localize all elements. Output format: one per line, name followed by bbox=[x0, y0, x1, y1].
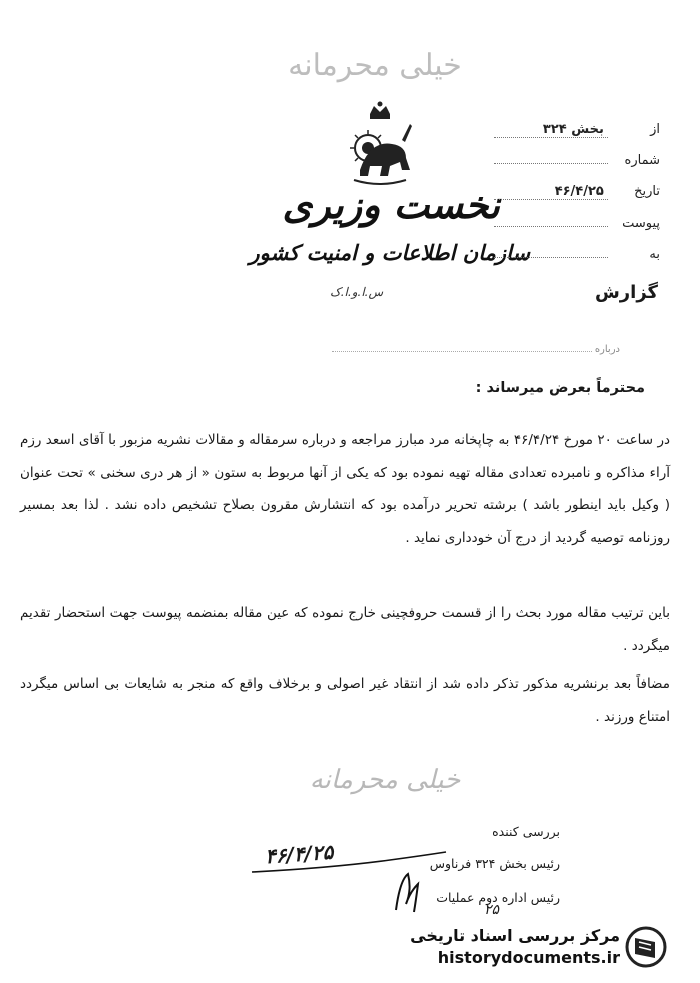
meta-to-row bbox=[494, 247, 660, 262]
regarding-line bbox=[332, 351, 592, 352]
organization-title: سازمان اطلاعات و امنیت کشور bbox=[249, 240, 530, 265]
archive-logo-icon bbox=[625, 924, 667, 970]
signature-icon bbox=[388, 870, 428, 915]
paragraph-3: مضافاً بعد برنشریه مذکور تذکر داده شد از انتقاد غیر اصولی و برخلاف واقع که منجر به شایعات بی اساس میگردد امتناع ورزند . bbox=[20, 676, 670, 725]
date-label: تاریخ bbox=[634, 184, 660, 199]
attachment-label: پیوست bbox=[622, 216, 660, 231]
bottom-classification-stamp: خیلی محرمانه bbox=[309, 765, 461, 795]
handwritten-date: ۴۶/۴/۲۵ bbox=[264, 839, 335, 869]
reviewer-line: بررسی کننده bbox=[492, 824, 560, 839]
from-value: بخش ۳۲۴ bbox=[494, 122, 608, 138]
dept-head-line: رئیس اداره دوم عملیات bbox=[436, 890, 560, 905]
meta-number-row bbox=[494, 153, 660, 168]
date-value: ۴۶/۴/۲۵ bbox=[494, 184, 608, 200]
meta-from-row bbox=[494, 122, 660, 138]
number-label: شماره bbox=[624, 153, 660, 168]
ministry-title: نخست وزیری bbox=[282, 182, 500, 227]
paragraph-1: در ساعت ۲۰ مورخ ۴۶/۴/۲۴ به چاپخانه مرد مبارز مراجعه و درباره سرمقاله و مقالات نشریه مزبور با آقای اسعد رزم آراء مذاکره و نامبرده تعدادی مقاله تهیه نموده بود که یکی از آنها مربوط به ستون « از هر دری سخنی » تحت عنوان ( وکیل باید اینطور باشد ) برشته تحریر درآمده بود که انتشارش مقرون بصلاح تشخیص داده نشد . لذا بعد بمسیر روزنامه توصیه گردید از درج آن خودداری نماید . bbox=[20, 432, 670, 546]
meta-attachment-row bbox=[494, 216, 660, 231]
regarding-row bbox=[300, 344, 620, 355]
meta-date-row bbox=[494, 184, 660, 200]
to-label: به bbox=[649, 247, 660, 262]
paragraph-2: باین ترتیب مقاله مورد بحث را از قسمت حروفچینی خارج نموده که عین مقاله بمنضمه پیوست جهت استحضار تقدیم میگردد . bbox=[20, 605, 670, 654]
regarding-label: درباره bbox=[594, 344, 620, 355]
from-label: از bbox=[650, 122, 660, 137]
lion-and-sun-emblem-icon bbox=[340, 100, 420, 190]
archive-watermark bbox=[410, 918, 675, 974]
watermark-title: مرکز بررسی اسناد تاریخی bbox=[410, 926, 620, 945]
handwritten-mark: ۲۵ bbox=[484, 902, 500, 918]
to-value bbox=[494, 257, 608, 258]
office-code: س.ا.و.ا.ک bbox=[330, 285, 384, 299]
attachment-value bbox=[494, 226, 608, 227]
salutation: محترماً بعرض میرساند : bbox=[475, 380, 645, 396]
number-value bbox=[494, 163, 608, 164]
report-label: گزارش bbox=[594, 282, 658, 303]
watermark-url: historydocuments.ir bbox=[437, 948, 620, 967]
top-classification-stamp: خیلی محرمانه bbox=[288, 48, 462, 83]
section-head-line: رئیس بخش ۳۲۴ فرناوس bbox=[429, 856, 560, 871]
